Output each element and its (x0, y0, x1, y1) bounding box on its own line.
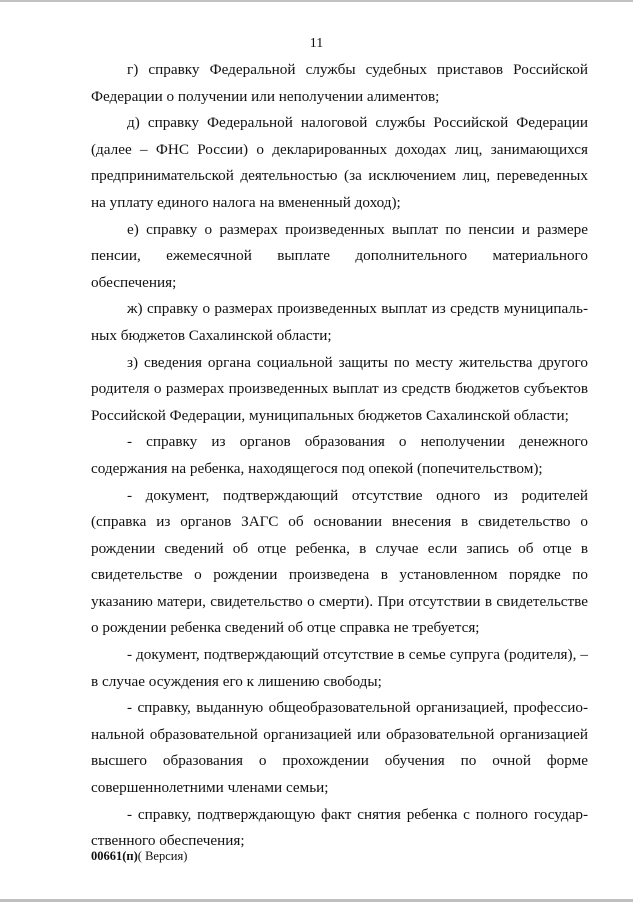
scan-edge-top (0, 0, 633, 2)
list-item-education-certificate: - справку из органов образования о неполучении денежного содержания на ребенка, находящегося под опекой (попечительством); (91, 433, 588, 477)
paragraph-g: г) справку Федеральной службы судебных приставов Российской Федерации о получении или неполучении алиментов; (91, 61, 588, 105)
paragraph-zh: ж) справку о размерах произведенных выплат из средств муниципальных бюджетов Сахалинской области; (91, 300, 588, 344)
paragraph-e: е) справку о размерах произведенных выплат по пенсии и размере пенсии, ежемесячной выплате дополнительного материального обеспечения; (91, 220, 588, 291)
document-footer (91, 849, 187, 864)
list-item-study-certificate: - справку, выданную общеобразовательной организацией, профессиональной образовательной организацией или образовательной организацией высшего образования о прохождении обучения по очной форме совершеннолетними членами семьи; (91, 699, 588, 797)
document-code: 00661(п) (91, 849, 138, 863)
list-item-state-support-certificate: - справку, подтверждающую факт снятия ребенка с полного государственного обеспечения; (91, 805, 588, 850)
paragraph-d: д) справку Федеральной налоговой службы Российской Федерации (далее – ФНС России) о декларированных доходах лиц, занимающихся предпринимательской деятельностью (за исключением лиц, переведенных на уплату единого налога на вмененный доход); (91, 114, 588, 211)
scan-edge-bottom (0, 899, 633, 902)
list-item-parent-absence-document: - документ, подтверждающий отсутствие одного из родителей (справка из органов ЗАГС об основании внесения в свидетельство о рождении сведений об отце ребенка, в случае если запись об отце в свидетельстве о рождении произведена в установленном порядке по указанию матери, свидетельство о смерти). При отсутствии в свидетельстве о рождении ребенка сведений об отце справка не требуется; (91, 486, 588, 637)
document-version: ( Версия) (137, 849, 188, 863)
page-number: 11 (309, 36, 324, 51)
list-item-spouse-absence-document: - документ, подтверждающий отсутствие в семье супруга (родителя), – в случае осуждения его к лишению свободы; (91, 646, 588, 690)
document-body (91, 57, 588, 855)
paragraph-z: з) сведения органа социальной защиты по месту жительства другого родителя о размерах произведенных выплат из средств бюджетов субъектов Российской Федерации, муниципальных бюджетов Сахалинской области; (91, 353, 588, 424)
